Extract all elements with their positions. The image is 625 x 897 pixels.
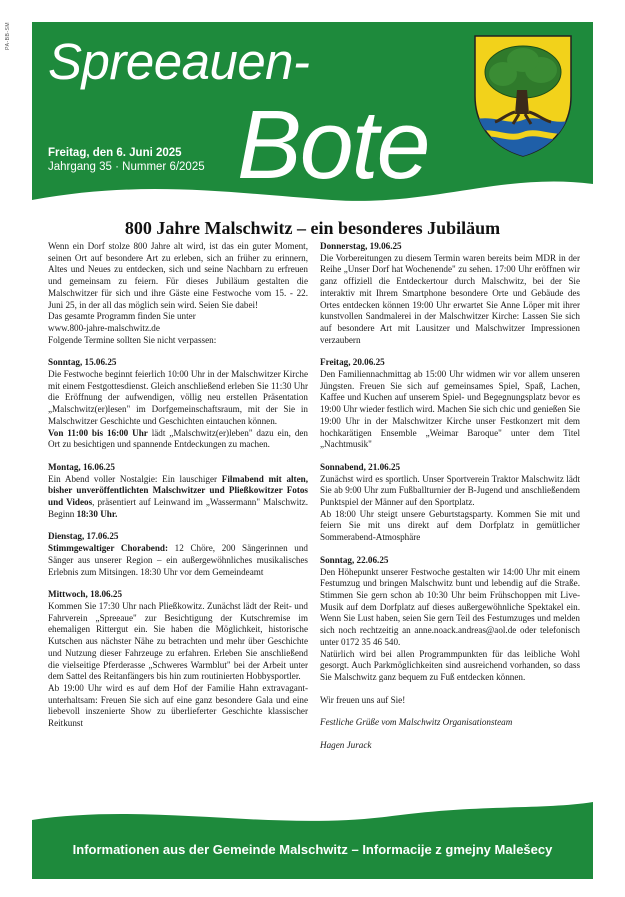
- day-text: , präsentiert auf Leinwand im „Wassermann" Malschwitz. Beginn: [48, 497, 308, 519]
- front-page: [32, 22, 593, 879]
- article-headline: 800 Jahre Malschwitz – ein besonderes Jubiläum: [124, 218, 501, 238]
- day-text: Natürlich wird bei allen Programmpunkten für das leibliche Wohl gesorgt. Auch Parkmöglichkeiten sind ausreichend vorhanden, so dass Sie Malschwitz ganz bequem zu Fuß entdecken können.: [320, 648, 580, 682]
- article-column-right: [320, 241, 580, 752]
- day-bold: Von 11:00 bis 16:00 Uhr: [48, 427, 148, 438]
- day-text: Die Vorbereitungen zu diesem Termin waren bereits beim MDR in der Reihe „Unser Dorf hat Wochenende" zu sehen. 17:00 Uhr eröffnen wir ganz offiziell die Entdeckertour durch Malschwitz, bei der Sie interaktiv mit Ihrem Smartphone besondere Orte und Gebäude des Ortes entdecken können 19:00 Uhr erwartet Sie Anne Löper mit ihrer kunstvollen Sandmalerei in der Malschwitzer Kirche: Lassen Sie sich auf besondere Art mit Lausitzer und Malschwitzer Impressionen verzaubern: [320, 252, 580, 345]
- day-bold: Filmabend mit alten, bisher unveröffentlichten Malschwitzer und Pließkowitzer Fotos und Videos: [48, 473, 308, 508]
- footer-banner: Informationen aus der Gemeinde Malschwitz – Informacije z gmejny Malešecy: [72, 842, 553, 857]
- day-heading: Dienstag, 17.06.25: [48, 531, 119, 542]
- intro-paragraph: Wenn ein Dorf stolze 800 Jahre alt wird, ist das ein guter Moment, seinen Ort auf besondere Art zu erleben, sich an früher zu erinnern, Altes und Neues zu entdecken, sich und seine Nachbarn zu erfreuen und gemeinsam zu feiern. Für dieses Jubiläum gestalten die Malschwitzer für sich und ihre Gäste eine Festwoche vom 15. - 22. Juni 25, in der all das möglich sein wird. Seien Sie dabei!: [48, 241, 308, 310]
- closing-line: Wir freuen uns auf Sie!: [320, 694, 406, 705]
- day-text: Die Festwoche beginnt feierlich 10:00 Uhr in der Malschwitzer Kirche mit einem Festgottesdienst. Gleich anschließend erleben Sie 11:30 Uhr die Eröffnung der aufwendigen, völlig neu erstellen Präsentation „Malschwitz(er)lesen" im Dorfgemeinschaftsraum, mit der Sie in Malschwitzer Geschichte und Geschichten eintauchen können.: [48, 369, 308, 426]
- day-text: Den Familiennachmittag ab 15:00 Uhr widmen wir vor allem unseren Jüngsten. Freuen Sie sich auf gemeinsames Spiel, Spaß, Lachen, Kaffee und Kuchen auf unserem Spiel- und Begegnungsplatz bevor es 19:00 Uhr wieder festlich wird. Machen Sie sich chic und genießen Sie 19:00 Uhr in der Malschwitzer Kirche unser Festkonzert mit dem hochkarätigen Ensemble „Weimar Baroque" unter dem Titel „Nachtmusik": [320, 369, 580, 450]
- day-text: Ein Abend voller Nostalgie: Ein lauschiger: [48, 473, 222, 484]
- signature: Hagen Jurack: [320, 740, 372, 751]
- day-text: Den Höhepunkt unserer Festwoche gestalten wir 14:00 Uhr mit einem Festumzug und bringen Malschwitz bunt und lebendig auf die Straße. Stimmen Sie gern schon ab 10:30 Uhr beim Frühschoppen mit Live-Musik auf dem Dorfplatz auf dieses außergewöhnliche Spektakel ein. Wenn Sie Lust haben, seien Sie gern Teil des Festumzuges und melden sich noch rechtzeitig an anne.noack.andreas@aol.de oder telefonisch unter 0172 35 46 540.: [320, 566, 580, 647]
- greeting-line: Festliche Grüße vom Malschwitz Organisationsteam: [320, 717, 513, 728]
- day-heading: Donnerstag, 19.06.25: [320, 241, 402, 251]
- day-bold: 18:30 Uhr.: [76, 508, 118, 519]
- issue-volume: Jahrgang 35 · Nummer 6/2025: [48, 161, 205, 173]
- day-heading: Sonntag, 15.06.25: [48, 357, 117, 368]
- footer-background: [32, 792, 593, 879]
- day-text: Ab 19:00 Uhr wird es auf dem Hof der Familie Hahn extravagant-unterhaltsam: Freuen Sie sich auf eine ganz besondere Gala und eine liebevoll inszenierte Show zu überlieferter Geschichte klassischer Reitkunst: [48, 682, 308, 729]
- print-code: PA-BB-SM: [5, 22, 11, 50]
- program-line: Das gesamte Programm finden Sie unter: [48, 311, 196, 322]
- article-column-left: [48, 241, 308, 730]
- day-heading: Freitag, 20.06.25: [320, 357, 385, 368]
- day-text: Kommen Sie 17:30 Uhr nach Pließkowitz. Zunächst lädt der Reit- und Fahrverein „Spreeaue" zur Besichtigung der Kutschremise im ehemaligen Rittergut ein. Sie haben die Möglichkeit, historische Kutschen aus nächster Nähe zu betrachten und mehr über Geschichte und Nutzung dieser Fahrzeuge zu erfahren. Erleben Sie anschließend die vielseitige Pferderasse „Schweres Warmblut" bei der Arbeit unter dem Sattel des Reitanfängers bis hin zum routinierten Hobbysportler.: [48, 600, 308, 682]
- masthead-title-line1: Spreeauen-: [48, 33, 310, 90]
- program-url: www.800-jahre-malschwitz.de: [48, 322, 160, 333]
- day-heading: Montag, 16.06.25: [48, 461, 115, 472]
- day-text: Ab 18:00 Uhr steigt unsere Geburtstagsparty. Kommen Sie mit und feiern Sie mit uns direkt auf dem Dorfplatz in gemütlicher Sommerabend-Atmosphäre: [320, 508, 580, 543]
- day-text: lädt „Malschwitz(er)leben" dazu ein, den Ort zu besichtigen und spannende Entdeckungen zu machen.: [48, 427, 308, 450]
- day-text: 12 Chöre, 200 Sängerinnen und Sänger aus unserer Region – ein außergewöhnliches musikalisches Erlebnis zum Mitsingen. 18:30 Uhr vor dem Gemeindeamt: [48, 543, 308, 577]
- program-hint: Folgende Termine sollten Sie nicht verpassen:: [48, 334, 217, 345]
- coat-of-arms-icon: [473, 34, 573, 158]
- day-heading: Sonntag, 22.06.25: [320, 554, 389, 565]
- day-heading: Mittwoch, 18.06.25: [48, 589, 123, 600]
- day-heading: Sonnabend, 21.06.25: [320, 461, 401, 472]
- day-bold: Stimmgewaltiger Chorabend:: [48, 543, 169, 554]
- issue-date: Freitag, den 6. Juni 2025: [48, 147, 182, 159]
- day-text: Zunächst wird es sportlich. Unser Sportverein Traktor Malschwitz lädt Sie ab 9:00 Uhr zum Fußballturnier der B-Jugend und anschließendem Punktspiel der Männer auf den Sportplatz.: [320, 473, 580, 508]
- masthead-title-line2: Bote: [237, 90, 429, 199]
